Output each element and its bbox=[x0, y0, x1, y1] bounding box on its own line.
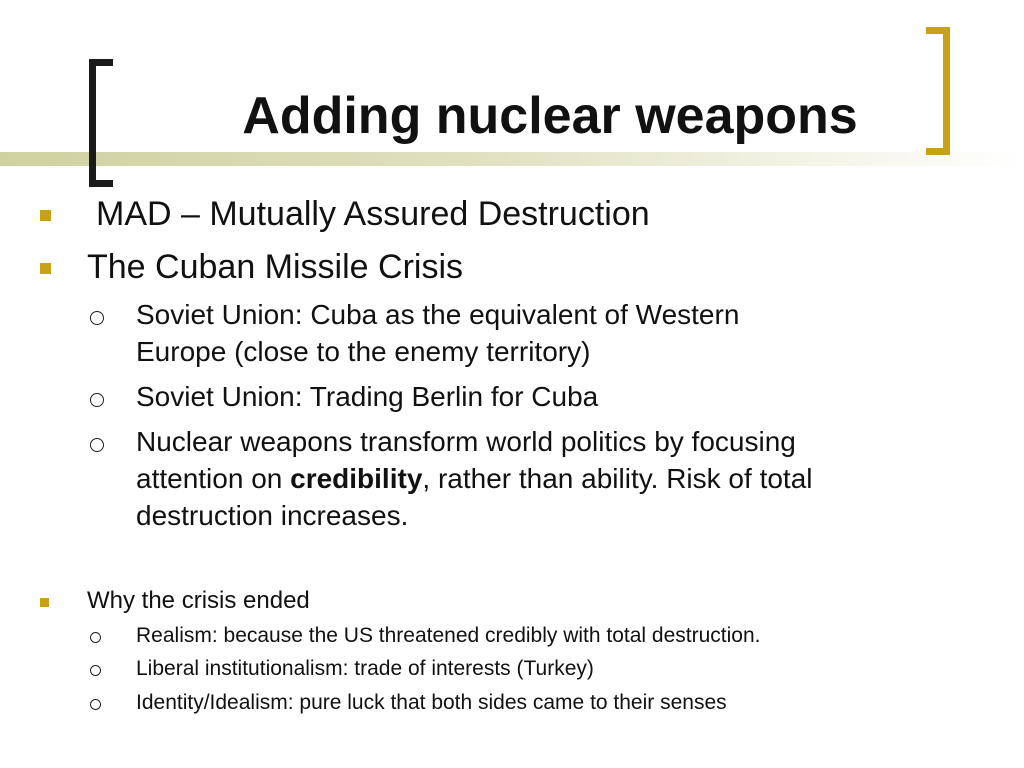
sub-bullet-trading-berlin: Soviet Union: Trading Berlin for Cuba bbox=[136, 381, 599, 412]
sub-bullet-nuclear-weapons-line1: Nuclear weapons transform world politics by focusing bbox=[136, 426, 796, 457]
line2-pre-text: attention on bbox=[136, 463, 291, 494]
sub-bullet-liberal-institutionalism: Liberal institutionalism: trade of interests (Turkey) bbox=[136, 657, 594, 680]
sub-bullet-cuba-equivalent-line1: Soviet Union: Cuba as the equivalent of Western bbox=[136, 299, 740, 330]
bullet-mad: MAD – Mutually Assured Destruction bbox=[96, 195, 650, 233]
hollow-circle-bullet-icon bbox=[90, 393, 104, 407]
hollow-circle-bullet-icon bbox=[90, 632, 101, 643]
line2-post-text: , rather than ability. Risk of total bbox=[422, 463, 813, 494]
hollow-circle-bullet-icon bbox=[90, 665, 101, 676]
bullet-cuban-missile-crisis: The Cuban Missile Crisis bbox=[87, 248, 463, 286]
slide-title: Adding nuclear weapons bbox=[242, 87, 858, 145]
hollow-circle-bullet-icon bbox=[90, 699, 101, 710]
sub-bullet-nuclear-weapons-line2 bbox=[136, 460, 813, 497]
left-bracket-decoration bbox=[89, 59, 113, 187]
title-underline-band bbox=[0, 152, 1024, 166]
square-bullet-icon bbox=[40, 210, 51, 221]
sub-bullet-realism: Realism: because the US threatened credibly with total destruction. bbox=[136, 624, 761, 647]
bullet-why-crisis-ended: Why the crisis ended bbox=[87, 587, 310, 614]
sub-bullet-cuba-equivalent-line2: Europe (close to the enemy territory) bbox=[136, 336, 591, 367]
sub-bullet-nuclear-weapons-line3: destruction increases. bbox=[136, 500, 409, 531]
credibility-emphasis: credibility bbox=[290, 463, 423, 494]
square-bullet-icon bbox=[40, 263, 51, 274]
square-bullet-icon bbox=[40, 598, 49, 607]
hollow-circle-bullet-icon bbox=[90, 311, 104, 325]
hollow-circle-bullet-icon bbox=[90, 438, 104, 452]
sub-bullet-identity-idealism: Identity/Idealism: pure luck that both sides came to their senses bbox=[136, 691, 727, 714]
